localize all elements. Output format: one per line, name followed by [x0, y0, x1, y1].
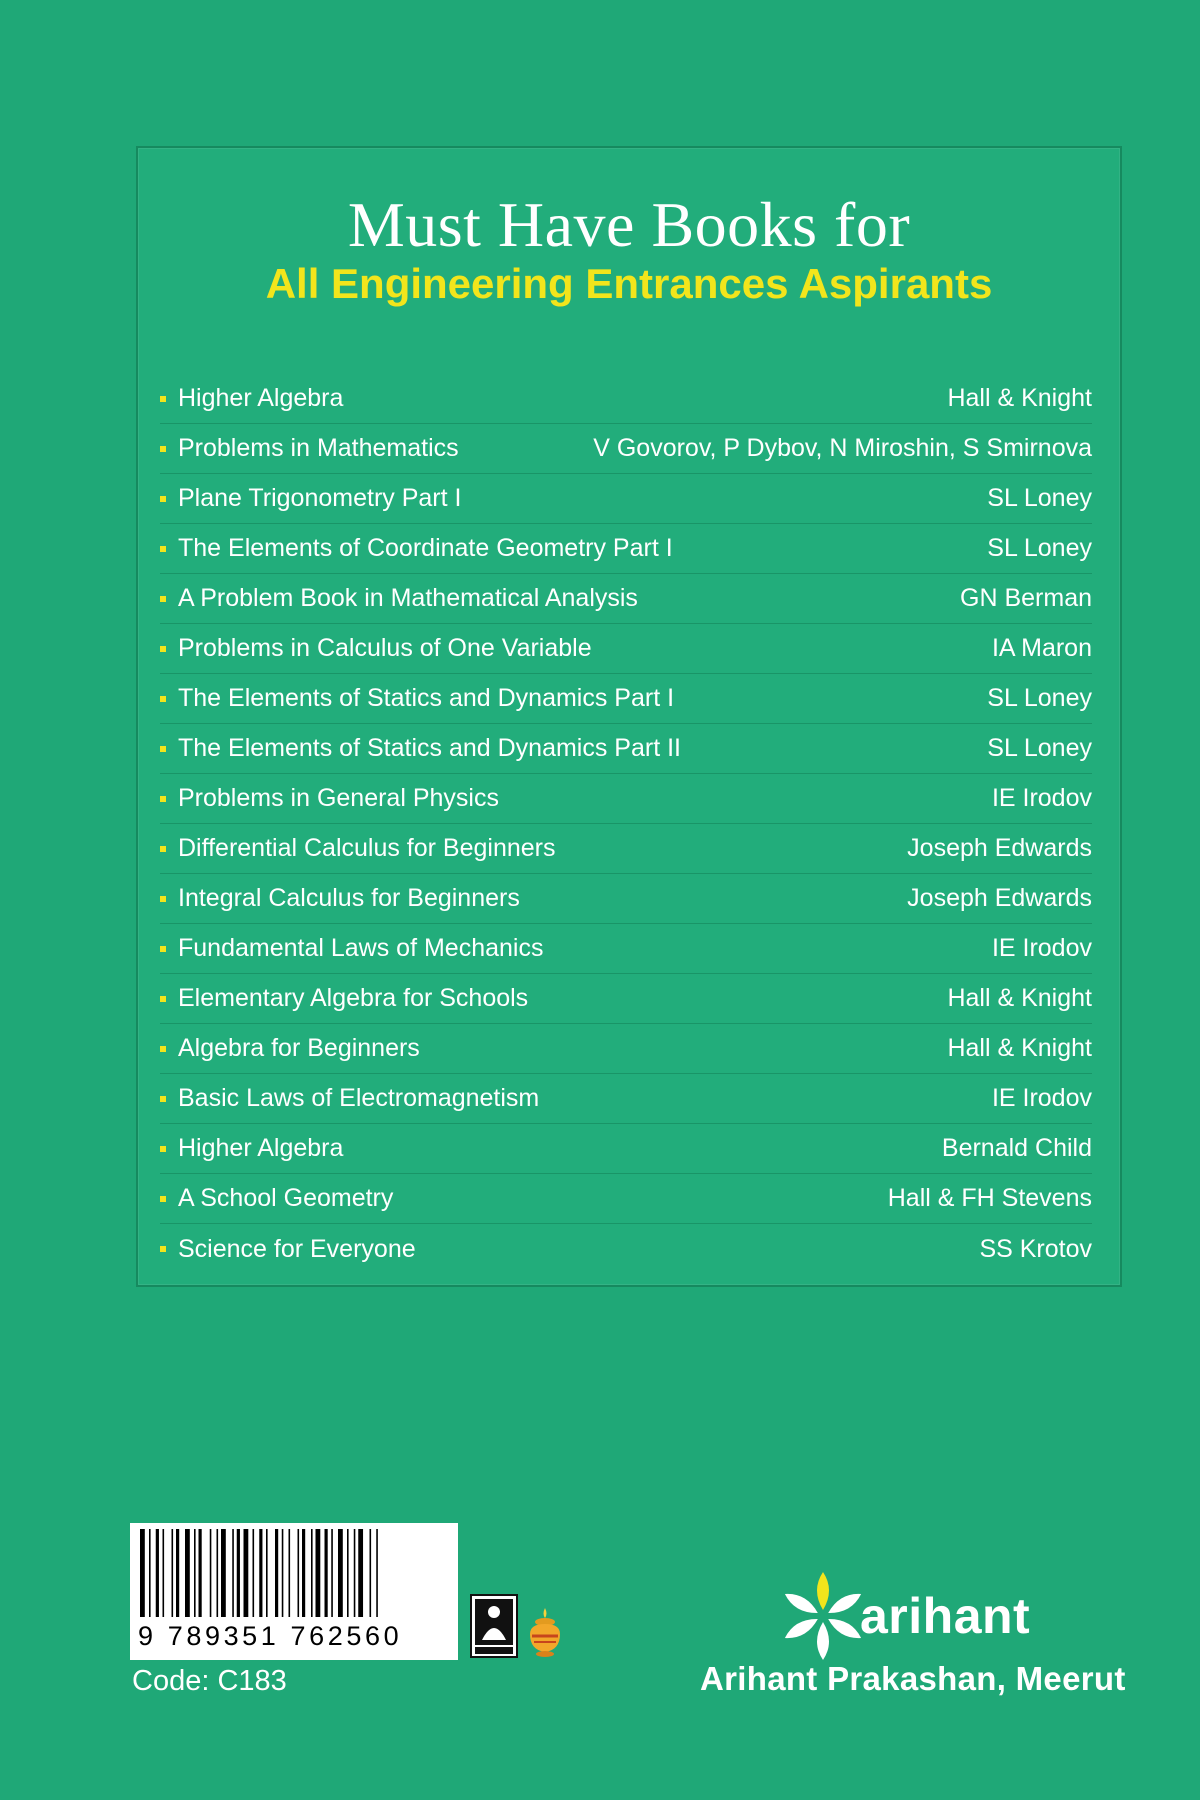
book-row	[160, 624, 1092, 674]
book-row	[160, 374, 1092, 424]
barcode-bars	[136, 1529, 452, 1619]
book-title: The Elements of Coordinate Geometry Part I	[178, 534, 673, 562]
book-author: SL Loney	[987, 534, 1092, 562]
book-author: IE Irodov	[991, 1084, 1092, 1112]
book-author: SL Loney	[987, 684, 1092, 712]
book-row	[160, 974, 1092, 1024]
book-author: Joseph Edwards	[907, 834, 1092, 862]
heading-line1: Must Have Books for	[347, 189, 911, 260]
book-title: Basic Laws of Electromagnetism	[178, 1084, 540, 1112]
bullet-icon	[160, 1246, 166, 1252]
book-title: The Elements of Statics and Dynamics Part II	[178, 734, 681, 762]
bullet-icon	[160, 1046, 166, 1052]
book-row	[160, 924, 1092, 974]
book-title: Problems in General Physics	[178, 784, 499, 812]
book-row	[160, 1174, 1092, 1224]
book-title-cell	[160, 634, 592, 663]
book-row	[160, 874, 1092, 924]
book-title: A Problem Book in Mathematical Analysis	[178, 584, 638, 612]
book-author: Hall & Knight	[947, 984, 1092, 1012]
bullet-icon	[160, 946, 166, 952]
book-title-cell	[160, 984, 528, 1013]
product-code: Code: C183	[132, 1665, 287, 1697]
book-list	[160, 374, 1092, 1274]
book-author: Hall & Knight	[947, 384, 1092, 412]
book-title-cell	[160, 734, 681, 763]
book-author: IE Irodov	[991, 934, 1092, 962]
book-row	[160, 474, 1092, 524]
book-title: Higher Algebra	[178, 1134, 344, 1162]
publisher-name: Arihant Prakashan, Meerut	[700, 1660, 1126, 1697]
arihant-seal-icon	[470, 1594, 518, 1658]
book-title-cell	[160, 1184, 393, 1213]
book-title: Algebra for Beginners	[178, 1034, 420, 1062]
arihant-flower-icon	[778, 1568, 868, 1664]
book-title-cell	[160, 1235, 416, 1264]
book-row	[160, 824, 1092, 874]
book-author: Joseph Edwards	[907, 884, 1092, 912]
bullet-icon	[160, 746, 166, 752]
book-row	[160, 724, 1092, 774]
book-title-cell	[160, 784, 499, 813]
book-author: IE Irodov	[991, 784, 1092, 812]
bullet-icon	[160, 396, 166, 402]
book-list-panel	[136, 146, 1122, 1287]
bullet-icon	[160, 796, 166, 802]
book-title: A School Geometry	[178, 1184, 394, 1212]
bullet-icon	[160, 846, 166, 852]
book-author: SS Krotov	[979, 1234, 1092, 1263]
bullet-icon	[160, 496, 166, 502]
book-title-cell	[160, 934, 543, 963]
bullet-icon	[160, 646, 166, 652]
book-title-cell	[160, 684, 674, 713]
book-author: SL Loney	[987, 484, 1092, 512]
book-title: Higher Algebra	[178, 384, 344, 412]
book-title: Elementary Algebra for Schools	[178, 984, 529, 1012]
book-title-cell	[160, 1084, 539, 1113]
book-title-cell	[160, 484, 461, 513]
book-author: Bernald Child	[941, 1134, 1092, 1162]
bullet-icon	[160, 446, 166, 452]
book-title-cell	[160, 584, 638, 613]
book-author: V Govorov, P Dybov, N Miroshin, S Smirnova	[593, 434, 1092, 462]
bullet-icon	[160, 1096, 166, 1102]
book-row	[160, 674, 1092, 724]
book-author: Hall & Knight	[947, 1034, 1092, 1062]
book-author: IA Maron	[991, 634, 1092, 662]
book-title: Science for Everyone	[178, 1234, 416, 1263]
bullet-icon	[160, 996, 166, 1002]
book-row	[160, 1224, 1092, 1274]
book-title-cell	[160, 884, 520, 913]
book-title: Fundamental Laws of Mechanics	[178, 934, 544, 962]
book-row	[160, 1024, 1092, 1074]
book-title: Plane Trigonometry Part I	[178, 484, 462, 512]
kalash-icon	[522, 1604, 568, 1658]
book-author: Hall & FH Stevens	[887, 1184, 1092, 1212]
book-row	[160, 424, 1092, 474]
book-title-cell	[160, 384, 343, 413]
barcode	[130, 1523, 458, 1660]
brand-logo	[778, 1568, 1030, 1664]
book-title: Problems in Calculus of One Variable	[178, 634, 592, 662]
book-author: GN Berman	[960, 584, 1092, 612]
book-title-cell	[160, 534, 673, 563]
book-title-cell	[160, 834, 556, 863]
book-title: Integral Calculus for Beginners	[178, 884, 520, 912]
book-title: The Elements of Statics and Dynamics Part I	[178, 684, 675, 712]
book-row	[160, 524, 1092, 574]
book-row	[160, 1074, 1092, 1124]
book-title-cell	[160, 1034, 420, 1063]
bullet-icon	[160, 596, 166, 602]
book-row	[160, 1124, 1092, 1174]
book-row	[160, 574, 1092, 624]
heading-line2: All Engineering Entrances Aspirants	[265, 260, 993, 307]
bullet-icon	[160, 546, 166, 552]
book-row	[160, 774, 1092, 824]
bullet-icon	[160, 1196, 166, 1202]
bullet-icon	[160, 896, 166, 902]
book-title-cell	[160, 434, 459, 463]
book-title-cell	[160, 1134, 343, 1163]
bullet-icon	[160, 1146, 166, 1152]
barcode-number: 9 789351 762560	[138, 1621, 403, 1651]
book-author: SL Loney	[987, 734, 1092, 762]
book-title: Problems in Mathematics	[178, 434, 459, 462]
bullet-icon	[160, 696, 166, 702]
book-title: Differential Calculus for Beginners	[178, 834, 556, 862]
brand-name: arihant	[860, 1588, 1031, 1644]
